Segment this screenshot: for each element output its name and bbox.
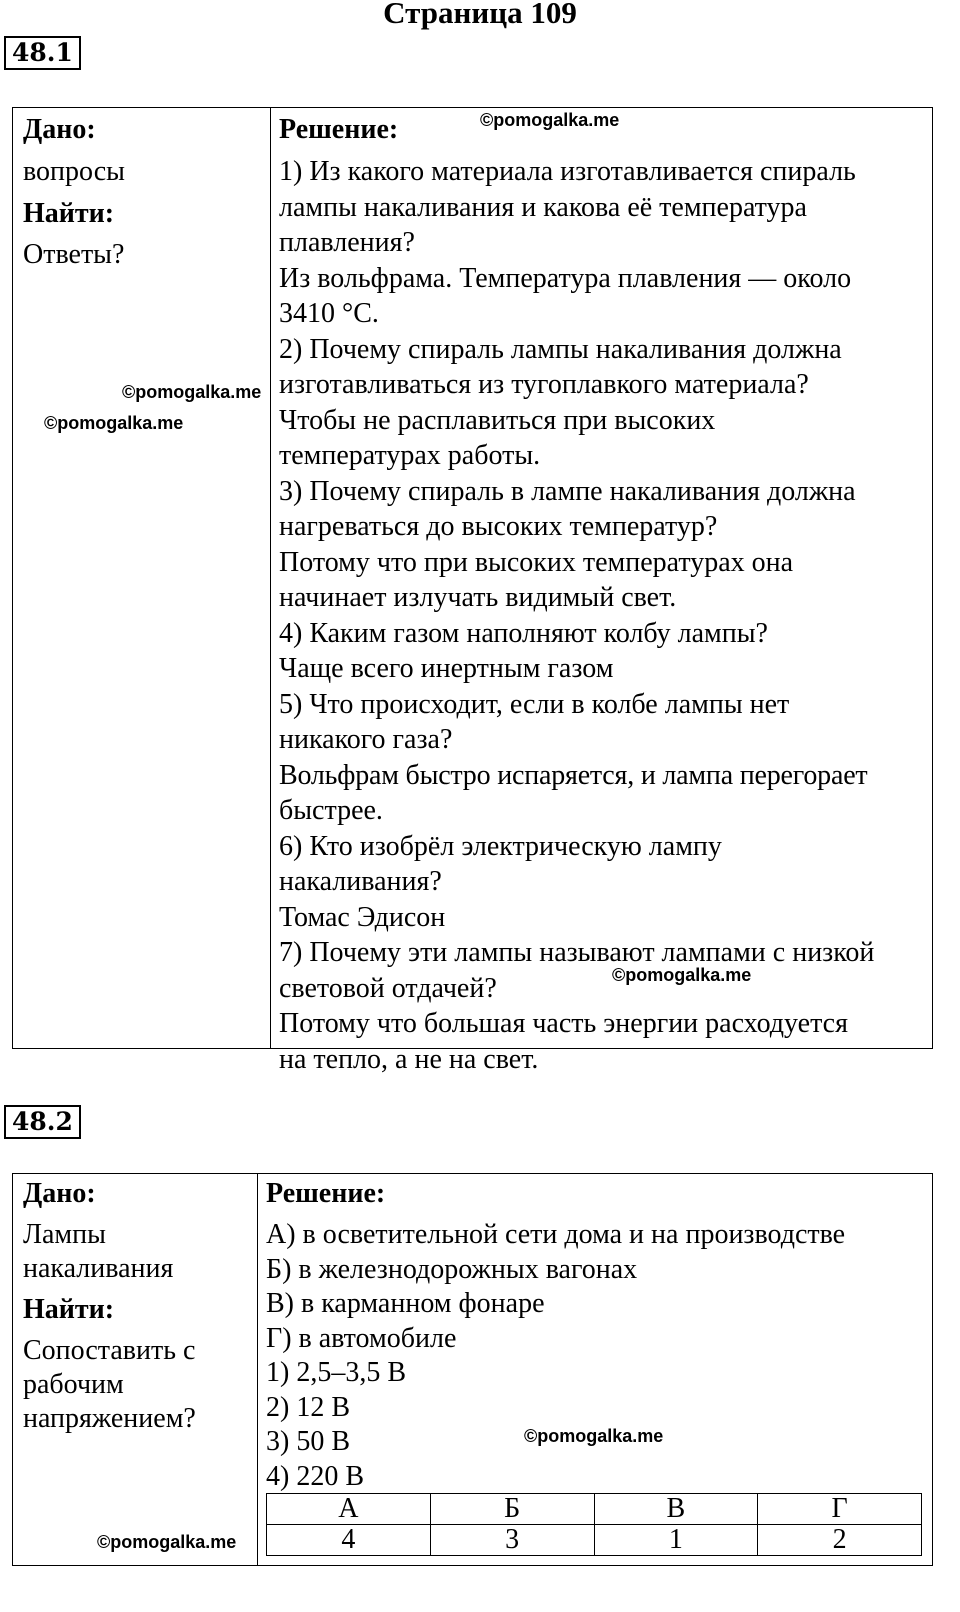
solution-label: Решение: [266, 1178, 386, 1209]
solution-line: лампы накаливания и какова её температура [279, 191, 807, 223]
solution-line: 2) Почему спираль лампы накаливания должна [279, 333, 842, 365]
watermark: ©pomogalka.me [524, 1426, 664, 1446]
solution-line: 2) 12 В [266, 1391, 350, 1423]
watermark: ©pomogalka.me [44, 413, 184, 433]
page-title: Страница 109 [383, 0, 577, 30]
solution-line: Вольфрам быстро испаряется, и лампа перегорает [279, 759, 868, 791]
solution-line: Из вольфрама. Температура плавления — около [279, 262, 852, 294]
solution-line: Потому что большая часть энергии расходуется [279, 1008, 848, 1039]
solution-line: 7) Почему эти лампы называют лампами с низкой [279, 937, 875, 968]
answer-value-cell: 4 [267, 1525, 431, 1556]
solution-line: температурах работы. [279, 440, 541, 471]
solution-lines [279, 154, 932, 1077]
answer-value-cell: 3 [430, 1525, 594, 1556]
solution-line: начинает излучать видимый свет. [279, 582, 677, 613]
solution-line: изготавливаться из тугоплавкого материала? [279, 369, 809, 400]
solution-line: А) в осветительной сети дома и на производстве [266, 1219, 846, 1250]
solution-line: 1) 2,5–3,5 В [266, 1357, 406, 1388]
answer-header-cell: А [267, 1494, 431, 1525]
solution-line: 6) Кто изобрёл электрическую лампу [279, 830, 722, 862]
answer-header-cell: Г [758, 1494, 922, 1525]
answer-header-cell: В [594, 1494, 758, 1525]
solution-line: нагреваться до высоких температур? [279, 511, 718, 542]
solution-line: никакого газа? [279, 724, 453, 755]
find-text: Сопоставить с [23, 1334, 196, 1366]
given-text: вопросы [23, 156, 125, 187]
given-label: Дано: [23, 1178, 96, 1209]
given-text: накаливания [23, 1253, 174, 1284]
watermark: ©pomogalka.me [97, 1532, 237, 1552]
find-text: Ответы? [23, 239, 125, 270]
watermark: ©pomogalka.me [122, 382, 262, 402]
solution-line: Б) в железнодорожных вагонах [266, 1253, 638, 1285]
solution-line: на тепло, а не на свет. [279, 1043, 539, 1075]
solution-line: Г) в автомобиле [266, 1322, 457, 1354]
solution-line: 3) 50 В [266, 1426, 350, 1457]
solution-line: Томас Эдисон [279, 901, 446, 933]
solution-line: 4) Каким газом наполняют колбу лампы? [279, 617, 768, 649]
solution-label: Решение: [279, 114, 399, 145]
answer-table [266, 1493, 922, 1556]
find-text: напряжением? [23, 1402, 196, 1434]
find-label: Найти: [23, 1294, 115, 1325]
find-text: рабочим [23, 1368, 124, 1400]
task-48-1-box [12, 107, 933, 1075]
task-number-48-2: 48.2 [4, 1105, 81, 1139]
task-48-2-box [12, 1173, 933, 1566]
solution-line: В) в карманном фонаре [266, 1288, 545, 1319]
solution-line: 1) Из какого материала изготавливается спираль [279, 156, 856, 187]
solution-line: плавления? [279, 227, 415, 258]
solution-line: 5) Что происходит, если в колбе лампы нет [279, 688, 790, 720]
answer-value-cell: 1 [594, 1525, 758, 1556]
solution-line: Потому что при высоких температурах она [279, 546, 794, 578]
solution-line: световой отдачей? [279, 972, 497, 1004]
given-label: Дано: [23, 114, 96, 145]
given-text: Лампы [23, 1219, 106, 1250]
solution-line: 4) 220 В [266, 1460, 364, 1492]
solution-column [270, 108, 932, 1075]
solution-line: быстрее. [279, 795, 383, 826]
solution-line: 3410 °C. [279, 298, 379, 329]
given-column [13, 108, 271, 1048]
solution-line: накаливания? [279, 866, 442, 897]
answer-value-cell: 2 [758, 1525, 922, 1556]
solution-lines [266, 1218, 932, 1494]
solution-line: Чтобы не расплавиться при высоких [279, 404, 716, 436]
answer-table-value-row [267, 1525, 922, 1556]
task-number-48-1: 48.1 [4, 36, 81, 70]
watermark: ©pomogalka.me [612, 965, 752, 985]
watermark: ©pomogalka.me [480, 110, 620, 130]
answer-table-header-row [267, 1494, 922, 1525]
find-label: Найти: [23, 197, 115, 229]
solution-line: 3) Почему спираль в лампе накаливания должна [279, 475, 856, 507]
given-column [13, 1174, 258, 1565]
answer-header-cell: Б [430, 1494, 594, 1525]
solution-line: Чаще всего инертным газом [279, 653, 614, 684]
